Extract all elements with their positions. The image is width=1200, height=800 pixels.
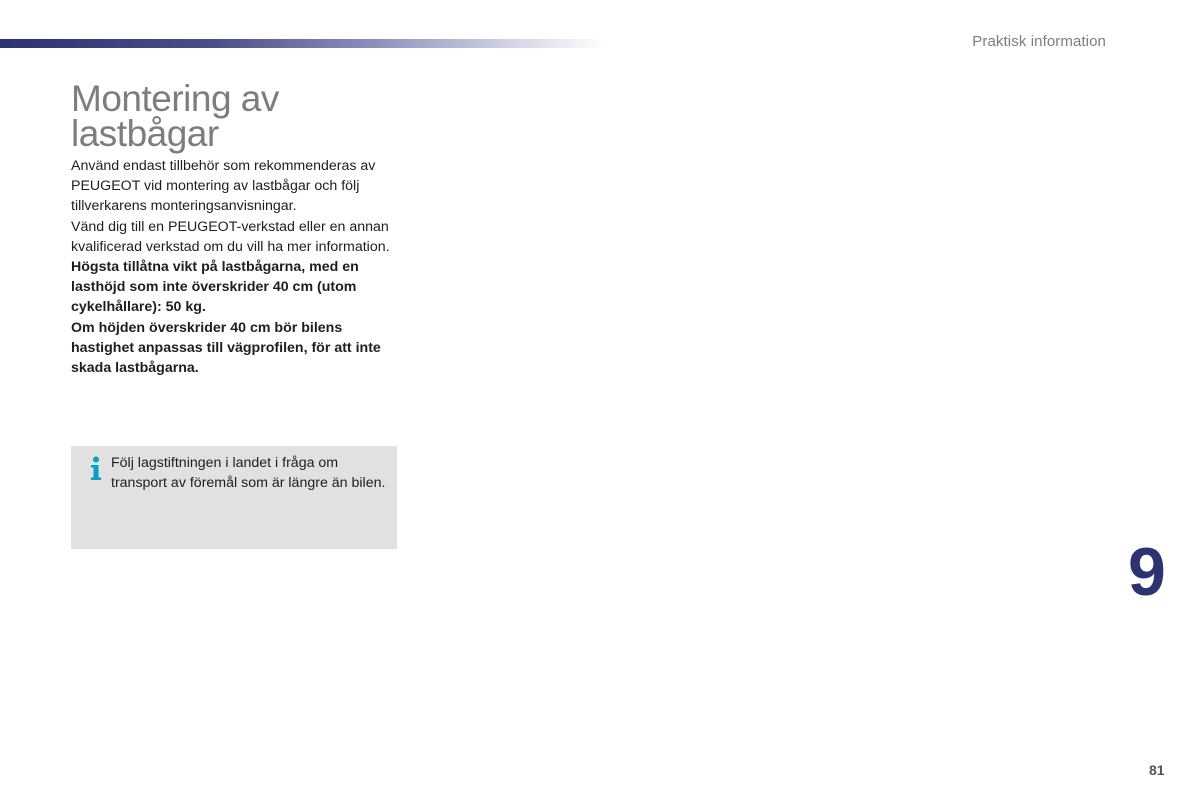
- chapter-number: 9: [1128, 534, 1166, 610]
- info-text: Följ lagstiftningen i landet i fråga om transport av föremål som är längre än bilen.: [111, 455, 386, 492]
- page-number: 81: [1149, 762, 1165, 778]
- info-icon: [88, 456, 104, 482]
- body-text: [71, 156, 401, 378]
- info-box: [71, 446, 397, 549]
- header-gradient-bar: [0, 39, 605, 48]
- section-title: Praktisk information: [972, 33, 1106, 50]
- page-title: Montering av lastbågar: [71, 78, 279, 154]
- paragraph-max-weight: Högsta tillåtna vikt på lastbågarna, med en lasthöjd som inte överskrider 40 cm (utom cykelhållare): 50 kg.: [71, 259, 359, 316]
- paragraph-workshop: Vänd dig till en PEUGEOT-verkstad eller en annan kvalificerad verkstad om du vill ha mer information.: [71, 218, 390, 255]
- paragraph-accessories: Använd endast tillbehör som rekommenderas av PEUGEOT vid montering av lastbågar och följ tillverkarens monteringsanvisningar.: [71, 158, 376, 215]
- paragraph-speed-warning: Om höjden överskrider 40 cm bör bilens hastighet anpassas till vägprofilen, för att inte skada lastbågarna.: [71, 319, 381, 377]
